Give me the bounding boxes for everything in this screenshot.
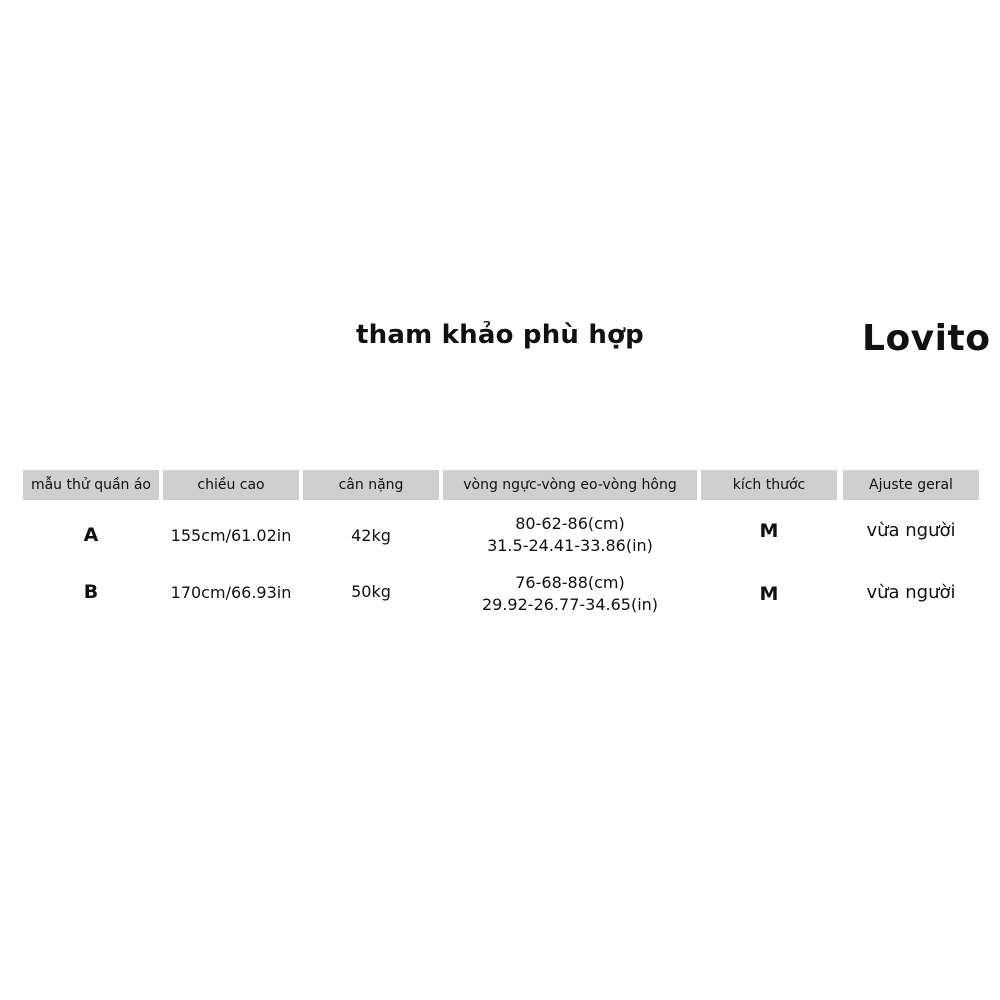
model-cell: B <box>83 581 99 603</box>
measurements-cm: 76-68-88(cm) <box>515 573 625 592</box>
weight-cell: 50kg <box>351 582 391 601</box>
header-size: kích thước <box>701 470 837 500</box>
header-weight: cân nặng <box>303 470 439 500</box>
measurements-cm: 80-62-86(cm) <box>515 514 625 533</box>
measurements-in: 29.92-26.77-34.65(in) <box>481 595 659 614</box>
brand-logo: Lovito <box>862 318 991 359</box>
size-cell: M <box>759 583 779 605</box>
measurements-in: 31.5-24.41-33.86(in) <box>487 536 653 555</box>
height-cell: 155cm/61.02in <box>170 526 292 545</box>
header-model: mẫu thử quần áo <box>23 470 159 500</box>
size-cell: M <box>759 520 779 542</box>
fit-cell: vừa người <box>866 582 956 603</box>
header-fit: Ajuste geral <box>843 470 979 500</box>
weight-cell: 42kg <box>351 526 391 545</box>
page-title: tham khảo phù hợp <box>356 320 644 350</box>
header-measurements: vòng ngực-vòng eo-vòng hông <box>443 470 697 500</box>
fit-cell: vừa người <box>866 520 956 541</box>
header-height: chiều cao <box>163 470 299 500</box>
height-cell: 170cm/66.93in <box>170 583 292 602</box>
model-cell: A <box>83 524 99 546</box>
